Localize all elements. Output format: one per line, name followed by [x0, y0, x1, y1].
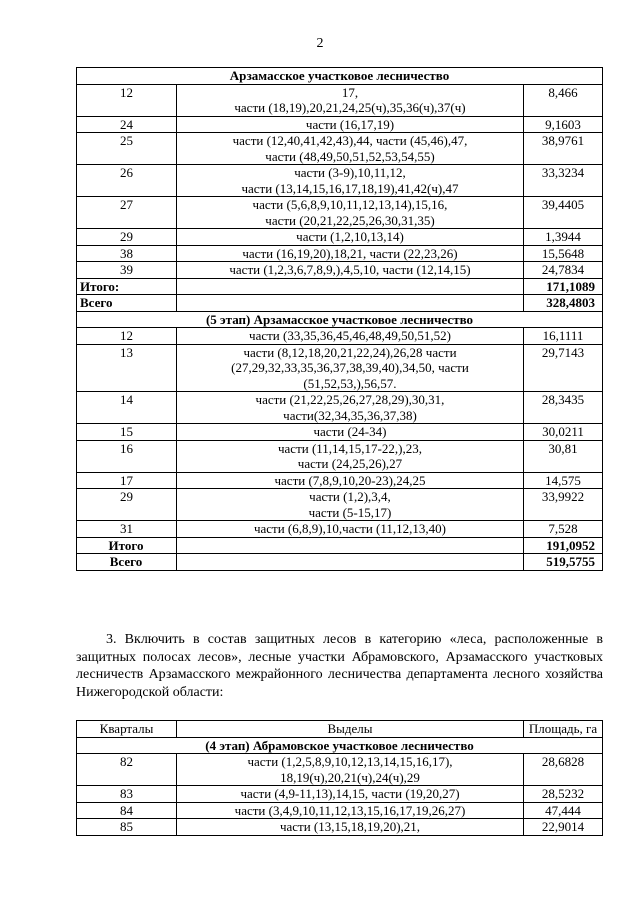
area-cell: 33,9922 — [523, 489, 602, 521]
area-cell: 28,6828 — [524, 754, 603, 786]
quarter-cell: 27 — [77, 197, 177, 229]
allotments-cell — [177, 229, 524, 246]
allotments-cell — [177, 424, 524, 441]
subtotal-row-label: Итого — [77, 537, 177, 554]
section-header-row — [77, 68, 603, 85]
table-row — [77, 754, 603, 786]
allotments-cell — [177, 819, 524, 836]
allotments-cell — [177, 133, 524, 165]
table-header-row — [77, 721, 603, 738]
table-row — [77, 328, 603, 345]
section-header-row — [77, 737, 603, 754]
allotments-line: части (24,25,26),27 — [297, 456, 403, 471]
table-row — [77, 440, 603, 472]
table-row — [77, 489, 603, 521]
allotments-line: части (21,22,25,26,27,28,29),30,31, — [255, 392, 445, 407]
allotments-cell — [177, 245, 524, 262]
area-cell: 30,81 — [523, 440, 602, 472]
allotments-line: части (11,14,15,17-22,),23, — [277, 440, 422, 456]
header-area: Площадь, га — [524, 721, 603, 738]
allotments-cell — [177, 489, 524, 521]
quarter-cell: 24 — [77, 116, 177, 133]
allotments-line: части (16,19,20),18,21, части (22,23,26) — [242, 245, 458, 261]
area-cell: 38,9761 — [523, 133, 602, 165]
table-row — [77, 819, 603, 836]
allotments-line: части (1,2,10,13,14) — [296, 229, 404, 244]
allotments-line: 18,19(ч),20,21(ч),24(ч),29 — [280, 769, 420, 785]
table-row — [77, 472, 603, 489]
allotments-cell — [177, 328, 524, 345]
allotments-line: части (4,9-11,13),14,15, части (19,20,27) — [240, 786, 460, 801]
allotments-cell — [177, 440, 524, 472]
subtotal-row — [77, 537, 603, 554]
allotments-line: части (16,17,19) — [305, 116, 395, 132]
allotments-line: части (13,14,15,16,17,18,19),41,42(ч),47 — [241, 180, 459, 196]
subtotal-row-value: 171,1089 — [523, 278, 602, 295]
allotments-line: части (5,6,8,9,10,11,12,13,14),15,16, — [252, 197, 448, 212]
allotments-cell — [177, 165, 524, 197]
quarter-cell: 84 — [77, 802, 177, 819]
subtotal-row-blank — [177, 278, 524, 295]
table-row — [77, 84, 603, 116]
area-cell: 1,3944 — [523, 229, 602, 246]
allotments-line: 17, — [341, 84, 359, 100]
allotments-cell — [177, 197, 524, 229]
allotments-line: (51,52,53,),56,57. — [303, 375, 397, 391]
grand-total-row — [77, 295, 603, 312]
table-row — [77, 786, 603, 803]
allotments-line: части (33,35,36,45,46,48,49,50,51,52) — [249, 328, 451, 343]
table-row — [77, 262, 603, 279]
allotments-line: (27,29,32,33,35,36,37,38,39,40),34,50, части — [231, 360, 469, 375]
forest-table-continued — [76, 67, 603, 571]
area-cell: 14,575 — [523, 472, 602, 489]
table-row — [77, 392, 603, 424]
allotments-cell — [177, 116, 524, 133]
allotments-line: части (1,2),3,4, — [309, 489, 391, 504]
allotments-line: части (5-15,17) — [308, 504, 392, 520]
quarter-cell: 83 — [77, 786, 177, 803]
allotments-line: части (3,4,9,10,11,12,13,15,16,17,19,26,27) — [234, 802, 466, 818]
quarter-cell: 14 — [77, 392, 177, 424]
allotments-line: части (20,21,22,25,26,30,31,35) — [265, 212, 435, 228]
quarter-cell: 15 — [77, 424, 177, 441]
subtotal-row — [77, 278, 603, 295]
allotments-line: части (1,2,3,6,7,8,9,),4,5,10, части (12,14,15) — [229, 262, 471, 277]
area-cell: 33,3234 — [523, 165, 602, 197]
table-row — [77, 116, 603, 133]
allotments-line: части (3-9),10,11,12, — [294, 165, 406, 180]
paragraph-3-text: 3. Включить в состав защитных лесов в категорию «леса, расположенные в защитных полосах лесов», лесные участки Абрамовского, Арзамасского участковых лесничеств Арзамасского межрайонного лесничества департамента лесного хозяйства Нижегородской области: — [76, 632, 603, 700]
quarter-cell: 39 — [77, 262, 177, 279]
quarter-cell: 12 — [77, 328, 177, 345]
section-title-stage5: (5 этап) Арзамасское участковое лесничество — [77, 311, 603, 328]
quarter-cell: 16 — [77, 440, 177, 472]
allotments-line: части (12,40,41,42,43),44, части (45,46),47, — [232, 133, 468, 148]
table-row — [77, 344, 603, 392]
table-row — [77, 133, 603, 165]
table-row — [77, 802, 603, 819]
grand-total-row-value: 328,4803 — [523, 295, 602, 312]
grand-total-row-value: 519,5755 — [523, 554, 602, 571]
table-row — [77, 245, 603, 262]
subtotal-row-blank — [177, 537, 524, 554]
table-row — [77, 521, 603, 538]
section-title-arzamas: Арзамасское участковое лесничество — [77, 68, 603, 85]
quarter-cell: 82 — [77, 754, 177, 786]
area-cell: 39,4405 — [523, 197, 602, 229]
table-row — [77, 165, 603, 197]
allotments-cell — [177, 262, 524, 279]
area-cell: 30,0211 — [523, 424, 602, 441]
allotments-cell — [177, 472, 524, 489]
table-row — [77, 424, 603, 441]
allotments-line: части (18,19),20,21,24,25(ч),35,36(ч),37(ч) — [234, 100, 466, 115]
grand-total-row-label: Всего — [77, 554, 177, 571]
area-cell: 28,3435 — [523, 392, 602, 424]
allotments-line: части (24-34) — [313, 424, 387, 439]
area-cell: 15,5648 — [523, 245, 602, 262]
quarter-cell: 85 — [77, 819, 177, 836]
allotments-line: части (1,2,5,8,9,10,12,13,14,15,16,17), — [247, 754, 453, 769]
area-cell: 29,7143 — [523, 344, 602, 392]
page-number: 2 — [316, 36, 324, 51]
allotments-line: части (48,49,50,51,52,53,54,55) — [265, 148, 435, 164]
area-cell: 7,528 — [523, 521, 602, 538]
grand-total-row-blank — [177, 295, 524, 312]
quarter-cell: 12 — [77, 84, 177, 116]
allotments-line: части (8,12,18,20,21,22,24),26,28 части — [243, 344, 457, 360]
header-quarters: Кварталы — [77, 721, 177, 738]
subtotal-row-label: Итого: — [77, 278, 177, 295]
quarter-cell: 25 — [77, 133, 177, 165]
allotments-line: части(32,34,35,36,37,38) — [283, 407, 417, 423]
allotments-cell — [177, 786, 524, 803]
quarter-cell: 26 — [77, 165, 177, 197]
quarter-cell: 38 — [77, 245, 177, 262]
paragraph-3 — [76, 631, 603, 701]
quarter-cell: 29 — [77, 489, 177, 521]
subtotal-row-value: 191,0952 — [523, 537, 602, 554]
area-cell: 28,5232 — [524, 786, 603, 803]
table-row — [77, 197, 603, 229]
forest-table-new — [76, 720, 603, 836]
allotments-line: части (7,8,9,10,20-23),24,25 — [274, 472, 426, 488]
grand-total-row — [77, 554, 603, 571]
allotments-cell — [177, 84, 524, 116]
quarter-cell: 31 — [77, 521, 177, 538]
area-cell: 8,466 — [523, 84, 602, 116]
grand-total-row-label: Всего — [77, 295, 177, 312]
table-row — [77, 229, 603, 246]
quarter-cell: 13 — [77, 344, 177, 392]
area-cell: 16,1111 — [523, 328, 602, 345]
quarter-cell: 17 — [77, 472, 177, 489]
allotments-cell — [177, 754, 524, 786]
area-cell: 24,7834 — [523, 262, 602, 279]
allotments-cell — [177, 344, 524, 392]
allotments-cell — [177, 392, 524, 424]
header-allotments: Выделы — [177, 721, 524, 738]
allotments-cell — [177, 521, 524, 538]
area-cell: 9,1603 — [523, 116, 602, 133]
quarter-cell: 29 — [77, 229, 177, 246]
allotments-line: части (13,15,18,19,20),21, — [279, 819, 421, 834]
section-header-row — [77, 311, 603, 328]
area-cell: 47,444 — [524, 802, 603, 819]
allotments-cell — [177, 802, 524, 819]
section-title-abramovo: (4 этап) Абрамовское участковое лесничество — [77, 737, 603, 754]
area-cell: 22,9014 — [524, 819, 603, 836]
allotments-line: части (6,8,9),10,части (11,12,13,40) — [253, 521, 446, 536]
grand-total-row-blank — [177, 554, 524, 571]
